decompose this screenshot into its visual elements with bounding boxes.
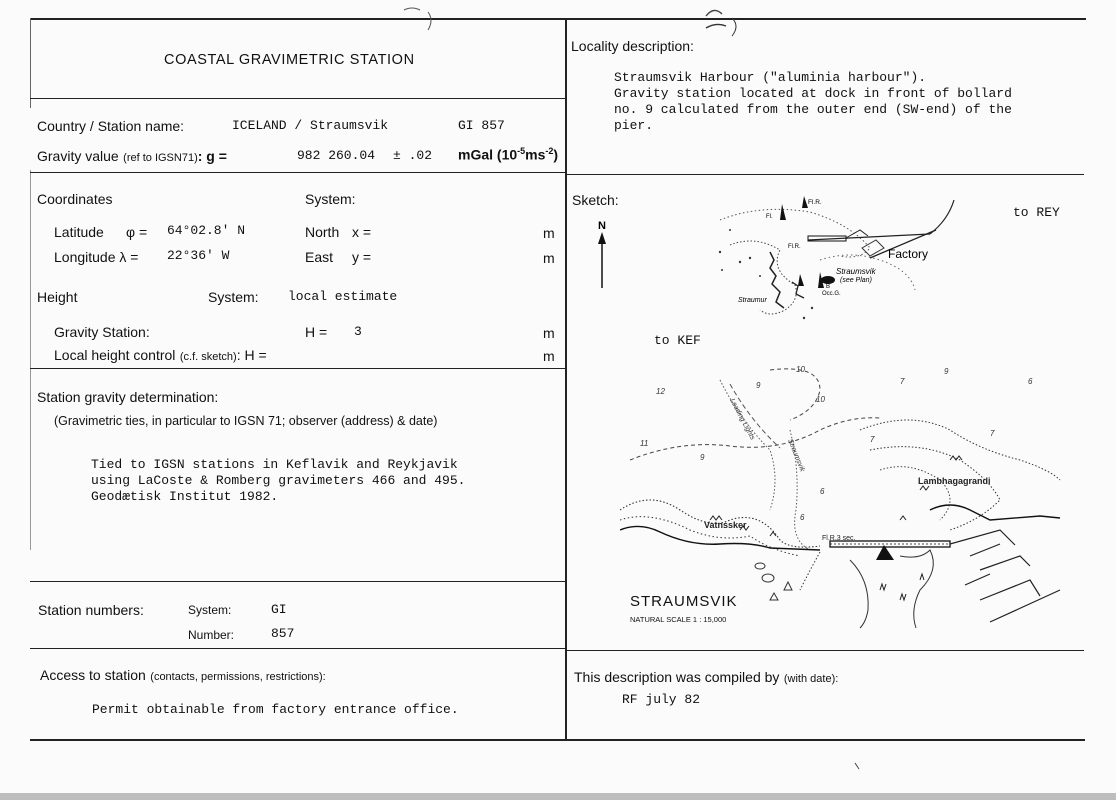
svg-text:11: 11	[640, 439, 649, 448]
country-value: ICELAND / Straumsvik	[232, 118, 389, 133]
nautical-chart	[620, 360, 1065, 630]
sketch-label-occ: Occ.G.	[822, 291, 841, 297]
station-system-value: GI	[271, 602, 287, 617]
svg-text:7: 7	[990, 429, 995, 438]
to-kef-label: to KEF	[654, 333, 701, 348]
gravity-g-label: : g =	[197, 148, 227, 164]
frame-left-line	[30, 18, 31, 108]
left-divider-1	[30, 172, 566, 173]
station-number-label: Number:	[188, 628, 235, 642]
country-label: Country / Station name:	[37, 118, 185, 134]
east-symbol: y =	[352, 249, 372, 265]
determination-sub: (Gravimetric ties, in particular to IGSN 71; observer (address) & date)	[54, 414, 438, 428]
gravity-station-h-label: H =	[305, 324, 328, 340]
height-system-label: System:	[208, 289, 259, 305]
station-numbers-label: Station numbers:	[38, 602, 144, 618]
access-label: Access to station	[40, 667, 146, 683]
sketch-label: Sketch:	[572, 192, 619, 208]
frame-top-line	[30, 18, 1086, 20]
right-divider-2	[566, 650, 1084, 651]
coordinates-label: Coordinates	[37, 191, 113, 207]
location-sketch	[700, 190, 970, 330]
scan-speck	[854, 757, 860, 765]
station-system-label: System:	[188, 603, 232, 617]
factory-label: Factory	[888, 247, 929, 261]
local-height-row	[54, 347, 267, 365]
map-label-straumsvik-inlet: Straumsvik	[786, 438, 806, 473]
svg-text:6: 6	[820, 487, 825, 496]
svg-text:6: 6	[1028, 377, 1033, 386]
form-title: COASTAL GRAVIMETRIC STATION	[164, 52, 415, 68]
gravity-pm: ± .02	[393, 148, 433, 163]
punch-mark-right	[700, 4, 744, 46]
compiled-text: RF july 82	[622, 692, 701, 707]
north-arrow-letter: N	[598, 220, 606, 232]
compiled-row	[574, 669, 838, 687]
svg-text:10: 10	[796, 365, 805, 374]
punch-mark-left	[402, 4, 436, 38]
map-title: STRAUMSVIK	[630, 593, 738, 610]
frame-bottom-line	[30, 739, 1085, 741]
sketch-label-straumur: Straumur	[738, 297, 767, 304]
local-height-ref: (c.f. sketch)	[179, 351, 237, 363]
svg-text:9: 9	[700, 453, 705, 462]
left-divider-2	[30, 368, 566, 369]
latitude-label: Latitude	[54, 224, 104, 240]
svg-text:9: 9	[944, 367, 949, 376]
access-sub: (contacts, permissions, restrictions):	[150, 671, 326, 683]
east-unit: m	[543, 250, 555, 266]
locality-label: Locality description:	[571, 38, 694, 54]
determination-text: Tied to IGSN stations in Keflavik and Reykjavik using LaCoste & Romberg gravimeters 466 and 495. Geodætisk Institut 1982.	[91, 457, 466, 504]
gravity-value: 982 260.04	[297, 148, 376, 163]
map-label-lambhagagrandi: Lambhagagrandi	[918, 476, 991, 486]
right-divider-1	[566, 174, 1084, 175]
station-number-value: 857	[271, 626, 295, 641]
svg-text:9: 9	[756, 381, 761, 390]
gravity-station-label: Gravity Station:	[54, 324, 150, 340]
north-unit: m	[543, 225, 555, 241]
frame-vertical-divider	[565, 18, 567, 740]
access-row	[40, 667, 326, 685]
north-symbol: x =	[352, 224, 372, 240]
frame-left-line-2	[30, 170, 31, 550]
map-label-vatnssker: Vatnssker	[704, 520, 747, 530]
sketch-label-fl-r-2: Fl.R.	[788, 244, 801, 250]
to-rey-label: to REY	[1013, 205, 1060, 220]
longitude-label: Longitude λ =	[54, 249, 139, 265]
compiled-label: This description was compiled by	[574, 669, 780, 685]
sketch-label-see-plan: (see Plan)	[840, 277, 872, 284]
scan-bottom-edge	[0, 793, 1116, 800]
access-text: Permit obtainable from factory entrance office.	[92, 702, 459, 717]
gravity-unit: mGal $(10^{-5}ms^{-2})$	[458, 146, 559, 163]
coordinates-system-label: System:	[305, 191, 356, 207]
svg-text:12: 12	[656, 387, 665, 396]
gravity-station-h-value: 3	[354, 324, 362, 339]
compiled-sub: (with date):	[783, 673, 839, 685]
station-code: GI 857	[458, 118, 505, 133]
gravity-station-unit: m	[543, 325, 555, 341]
local-height-unit: m	[543, 348, 555, 364]
title-divider	[30, 98, 565, 99]
map-scale: NATURAL SCALE 1 : 15,000	[630, 615, 727, 624]
left-divider-4	[30, 648, 566, 649]
north-arrow	[594, 218, 610, 290]
left-divider-3	[30, 581, 566, 582]
sketch-label-fl-r-1: Fl.R.	[808, 199, 822, 206]
locality-text: Straumsvik Harbour ("aluminia harbour"). Gravity station located at dock in front of bollard no. 9 calculated from the outer end (SW-end) of the pier.	[614, 70, 1012, 133]
local-height-label: Local height control	[54, 347, 176, 363]
map-label-fl-r-3sec: Fl.R.3 sec.	[822, 535, 856, 542]
height-system-value: local estimate	[288, 289, 398, 304]
latitude-value: 64°02.8' N	[167, 223, 246, 238]
gravity-ref: (ref to IGSN71)	[123, 152, 198, 164]
gravity-label: Gravity value	[37, 148, 119, 164]
sketch-label-straumsvik: Straumsvik	[836, 267, 876, 276]
svg-text:6: 6	[800, 513, 805, 522]
map-label-leading-lights: Leading Lights	[728, 397, 756, 442]
north-label: North	[305, 224, 340, 240]
east-label: East	[305, 249, 334, 265]
sketch-label-b: B	[826, 284, 831, 290]
gravity-row	[37, 148, 227, 166]
sketch-label-fl: Fl.	[766, 214, 773, 220]
height-label: Height	[37, 289, 78, 305]
local-height-h: : H =	[236, 347, 267, 363]
determination-label: Station gravity determination:	[37, 389, 219, 405]
longitude-value: 22°36' W	[167, 248, 230, 263]
latitude-symbol: φ =	[126, 224, 148, 240]
svg-text:10: 10	[816, 395, 825, 404]
svg-text:7: 7	[900, 377, 905, 386]
svg-text:7: 7	[870, 435, 875, 444]
